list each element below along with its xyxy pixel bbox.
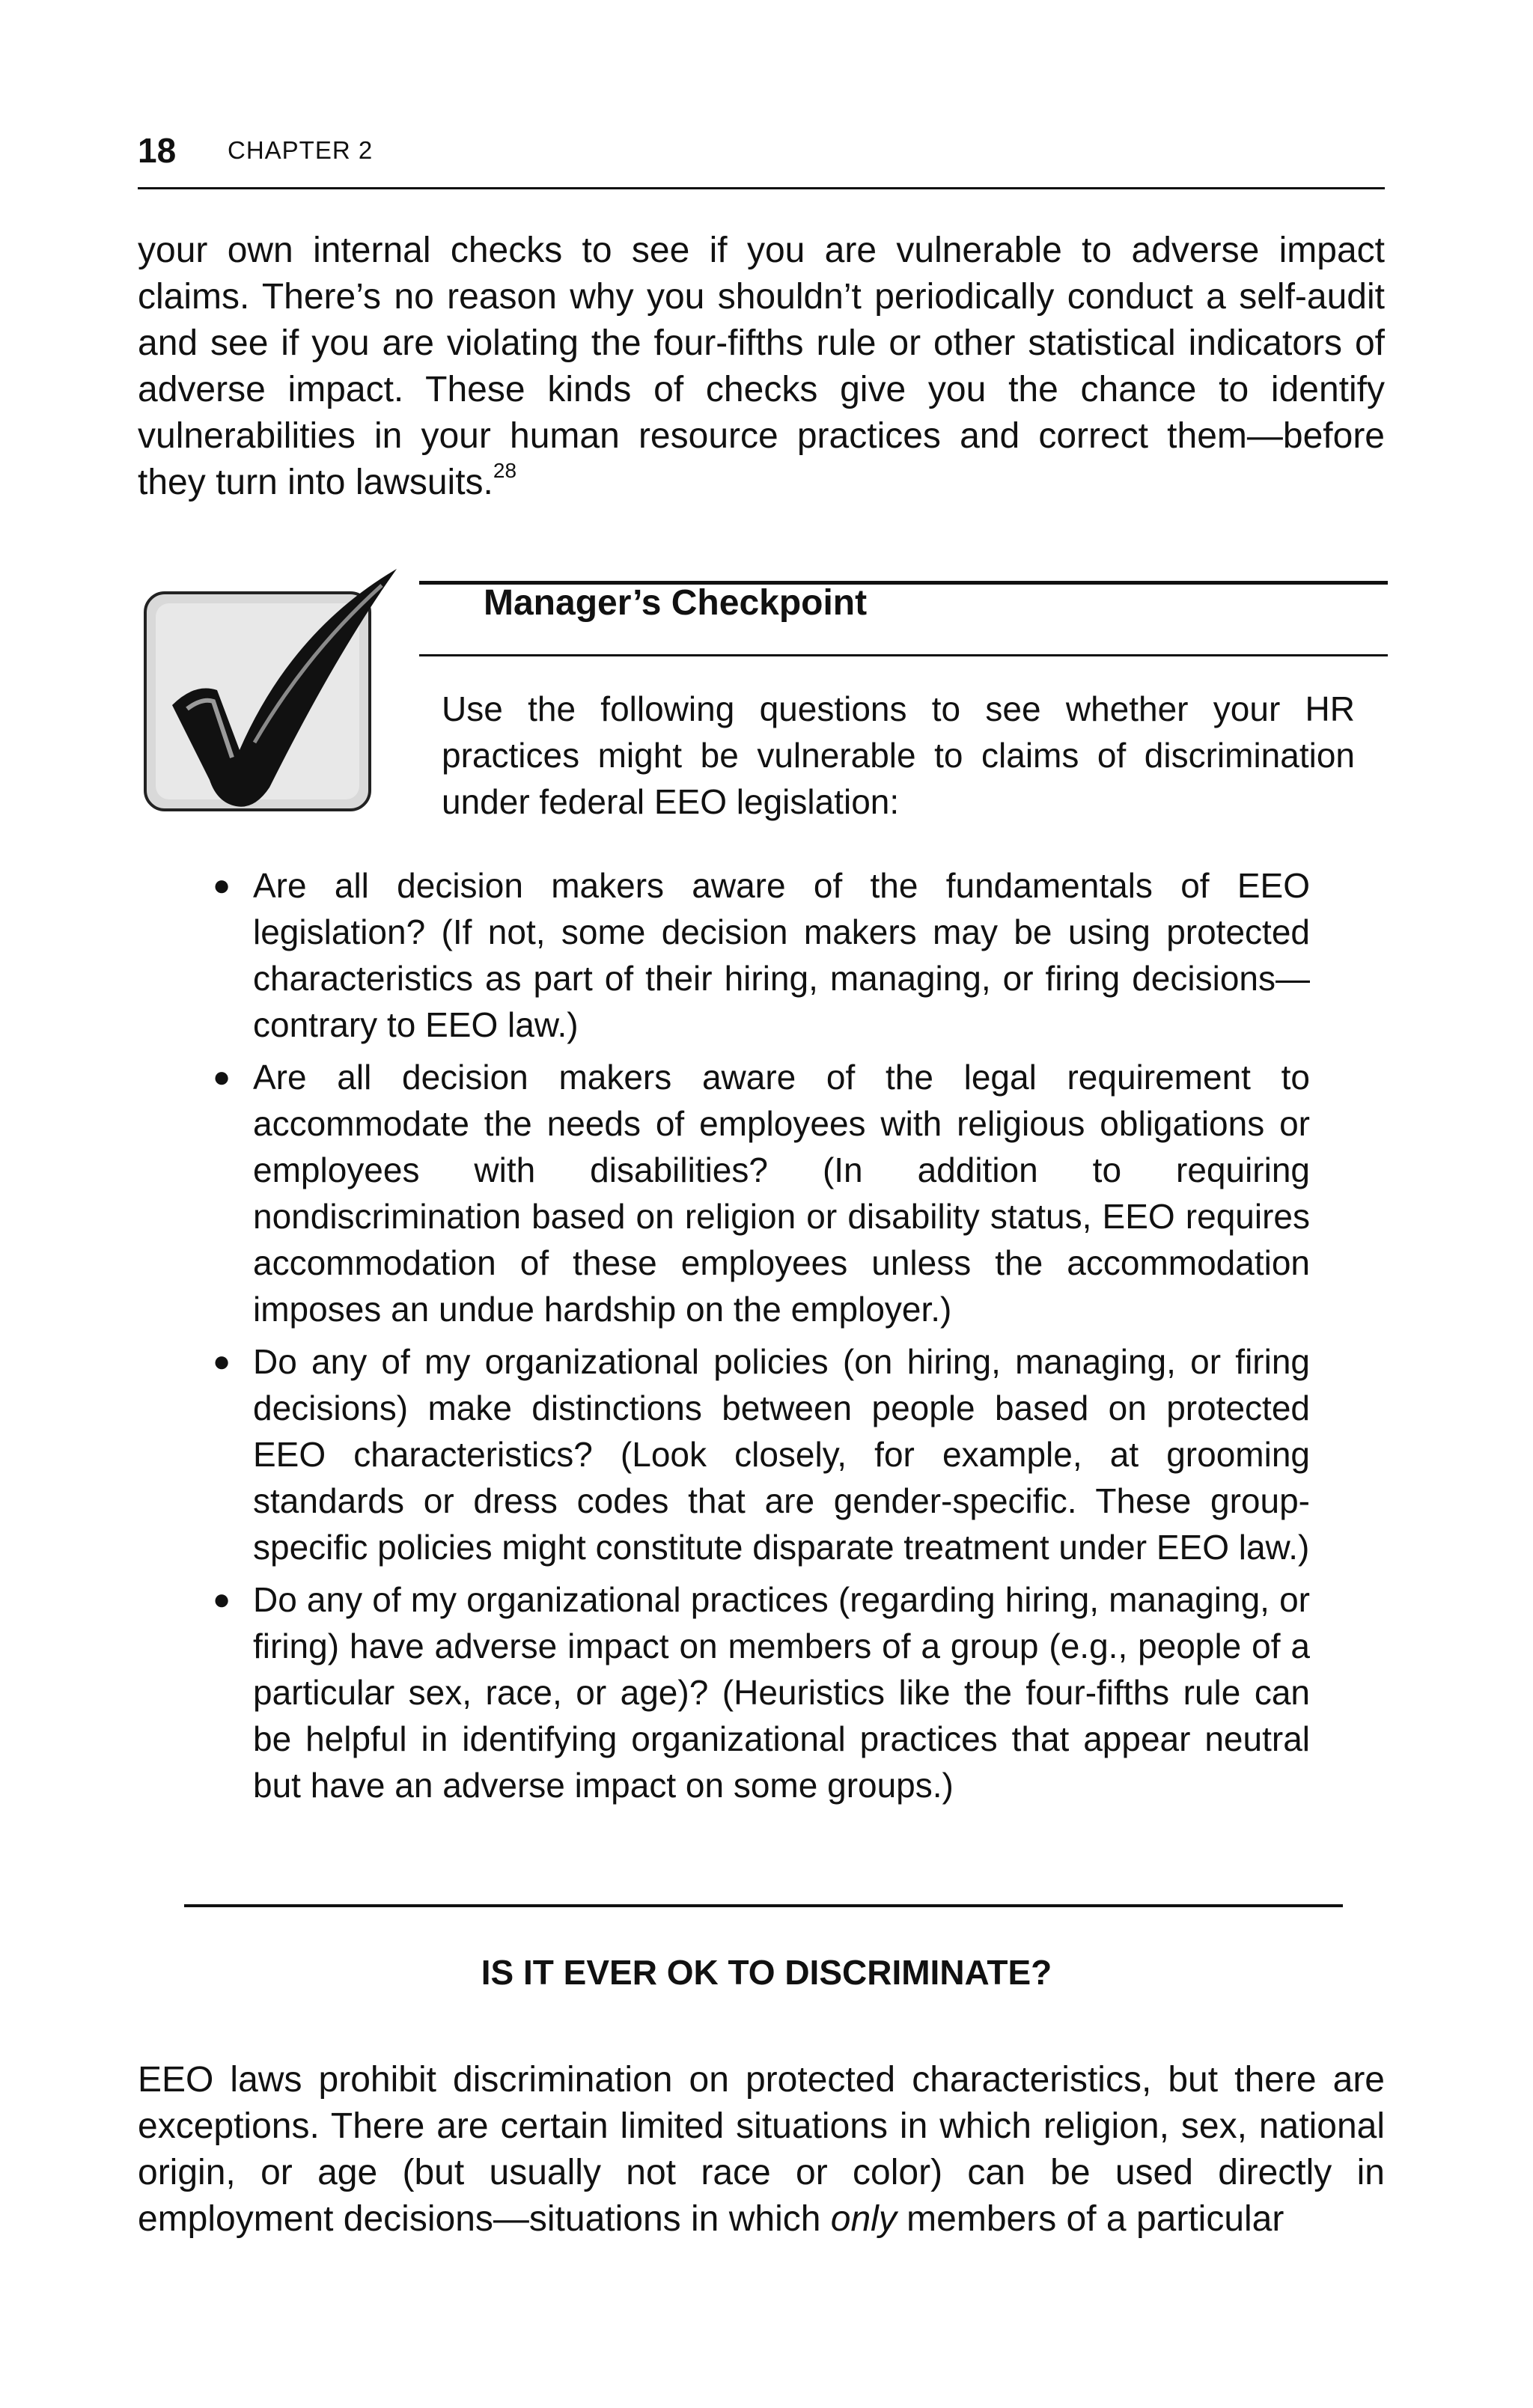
footnote-ref: 28 (493, 459, 517, 482)
checkpoint-end-rule (184, 1904, 1343, 1907)
list-item (196, 1054, 1310, 1332)
bullet-icon: ● (213, 869, 231, 902)
section-text-start: EEO laws prohibit discrimination on protected characteristics, but there are exceptions. There are certain limited situations in which religion, sex, national origin, or age (but usually not race or color) can be used directly in employment decisions—situations in which (138, 2060, 1385, 2239)
list-item (196, 862, 1310, 1048)
list-item (196, 1576, 1310, 1808)
section-paragraph (138, 2057, 1385, 2243)
bullet-icon: ● (213, 1061, 231, 1094)
checkmark-icon (142, 563, 412, 817)
checkpoint-list (196, 862, 1310, 1814)
bullet-icon: ● (213, 1345, 231, 1378)
section-text-end: members of a particular (906, 2199, 1284, 2239)
list-item-text: Do any of my organizational policies (on hiring, managing, or firing decisions) make distinctions between people based on protected EEO characteristics? (Look closely, for example, at grooming standards or dress codes that are gender-specific. These group-specific policies might constitute disparate treatment under EEO law.) (253, 1342, 1310, 1567)
intro-paragraph (138, 228, 1385, 506)
bullet-icon: ● (213, 1583, 231, 1616)
list-item-text: Are all decision makers aware of the fundamentals of EEO legislation? (If not, some decision makers may be using protected characteristics as part of their hiring, managing, or firing decisions—contrary to EEO law.) (253, 866, 1310, 1044)
intro-text: your own internal checks to see if you are vulnerable to adverse impact claims. There’s no reason why you shouldn’t periodically conduct a self-audit and see if you are violating the four-fifths rule or other statistical indicators of adverse impact. These kinds of checks give you the chance to identify vulnerabilities in your human resource practices and correct them—before they turn into lawsuits. (138, 231, 1385, 502)
checkpoint-title-rule (419, 654, 1388, 656)
page-number: 18 (138, 131, 177, 170)
checkpoint-intro: Use the following questions to see whether your HR practices might be vulnerable to claims of discrimination under federal EEO legislation: (442, 689, 1355, 821)
chapter-label: CHAPTER 2 (228, 136, 374, 164)
checkpoint-title: Manager’s Checkpoint (484, 583, 868, 623)
list-item (196, 1338, 1310, 1570)
list-item-text: Do any of my organizational practices (regarding hiring, managing, or firing) have adverse impact on members of a group (e.g., people of a particular sex, race, or age)? (Heuristics like the four-fifths rule can be helpful in identifying organizational practices that appear neutral but have an adverse impact on some groups.) (253, 1580, 1310, 1805)
list-item-text: Are all decision makers aware of the legal requirement to accommodate the needs of employees with religious obligations or employees with disabilities? (In addition to requiring nondiscrimination based on religion or disability status, EEO requires accommodation of these employees unless the accommodation imposes an undue hardship on the employer.) (253, 1058, 1310, 1329)
page-header (138, 130, 1385, 189)
section-text-italic: only (830, 2199, 897, 2239)
section-heading: IS IT EVER OK TO DISCRIMINATE? (481, 1953, 1052, 1992)
